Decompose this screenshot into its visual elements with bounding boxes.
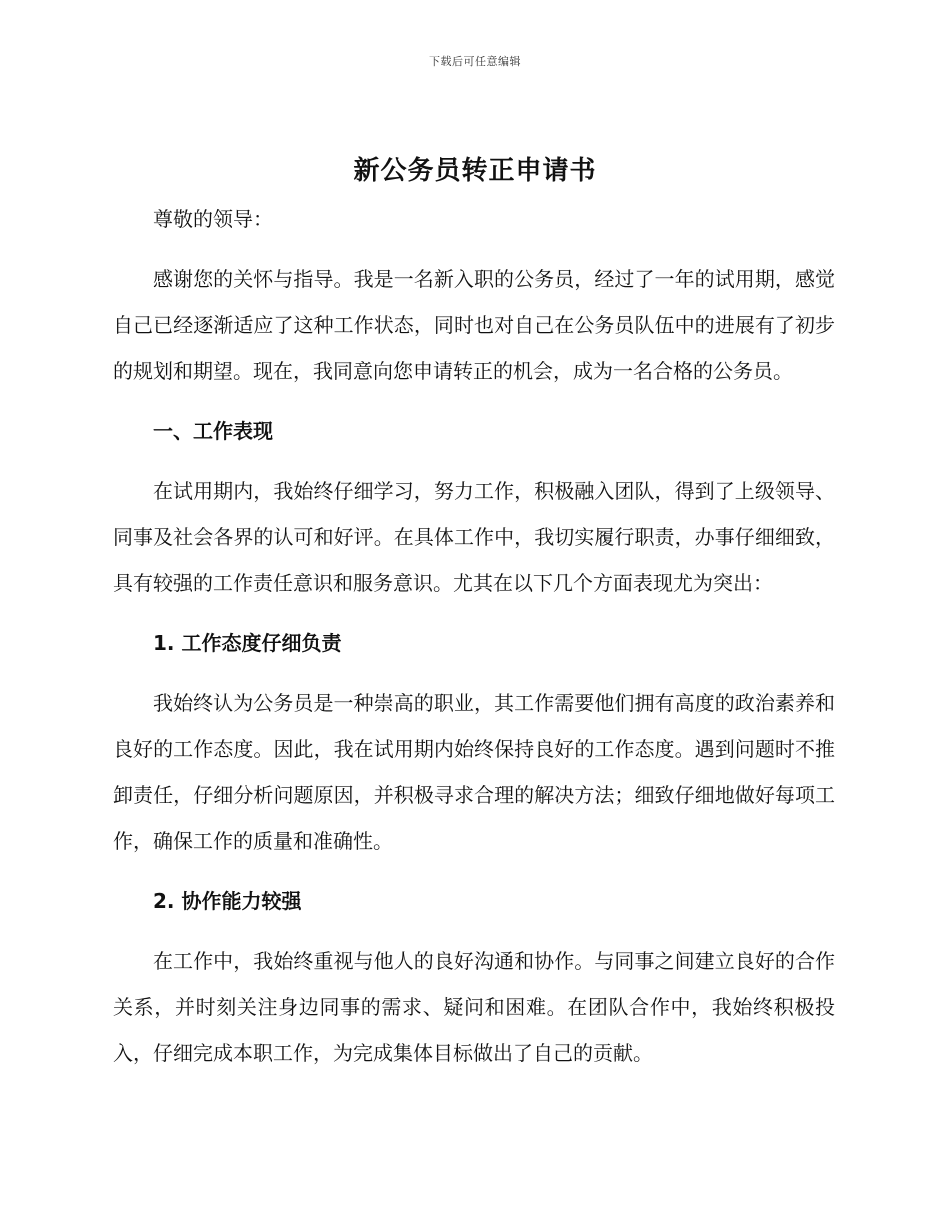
subsection-paragraph-collaboration: 在工作中，我始终重视与他人的良好沟通和协作。与同事之间建立良好的合作关系，并时刻关注身边同事的需求、疑问和困难。在团队合作中，我始终积极投入，仔细完成本职工作，为完成集体目标做出了自己的贡献。 [113,949,835,1065]
subsection-paragraph-attitude: 我始终认为公务员是一种崇高的职业，其工作需要他们拥有高度的政治素养和良好的工作态度。因此，我在试用期内始终保持良好的工作态度。遇到问题时不推卸责任，仔细分析问题原因，并积极寻求合理的解决方法；细致仔细地做好每项工作，确保工作的质量和准确性。 [113,691,835,853]
subsection-heading-attitude: 1. 工作态度仔细负责 [153,631,342,655]
subsection-heading-collaboration: 2. 协作能力较强 [153,889,302,913]
page-header-note: 下载后可任意编辑 [429,55,521,68]
section-heading-work-performance: 一、工作表现 [153,419,273,443]
document-body [113,196,835,1090]
document-title: 新公务员转正申请书 [353,156,597,186]
intro-paragraph: 感谢您的关怀与指导。我是一名新入职的公务员，经过了一年的试用期，感觉自己已经逐渐适应了这种工作状态，同时也对自己在公务员队伍中的进展有了初步的规划和期望。现在，我同意向您申请转正的机会，成为一名合格的公务员。 [113,267,835,383]
salutation: 尊敬的领导： [153,207,273,231]
section-paragraph-work-performance: 在试用期内，我始终仔细学习，努力工作，积极融入团队，得到了上级领导、同事及社会各界的认可和好评。在具体工作中，我切实履行职责，办事仔细细致，具有较强的工作责任意识和服务意识。尤其在以下几个方面表现尤为突出： [113,479,835,595]
